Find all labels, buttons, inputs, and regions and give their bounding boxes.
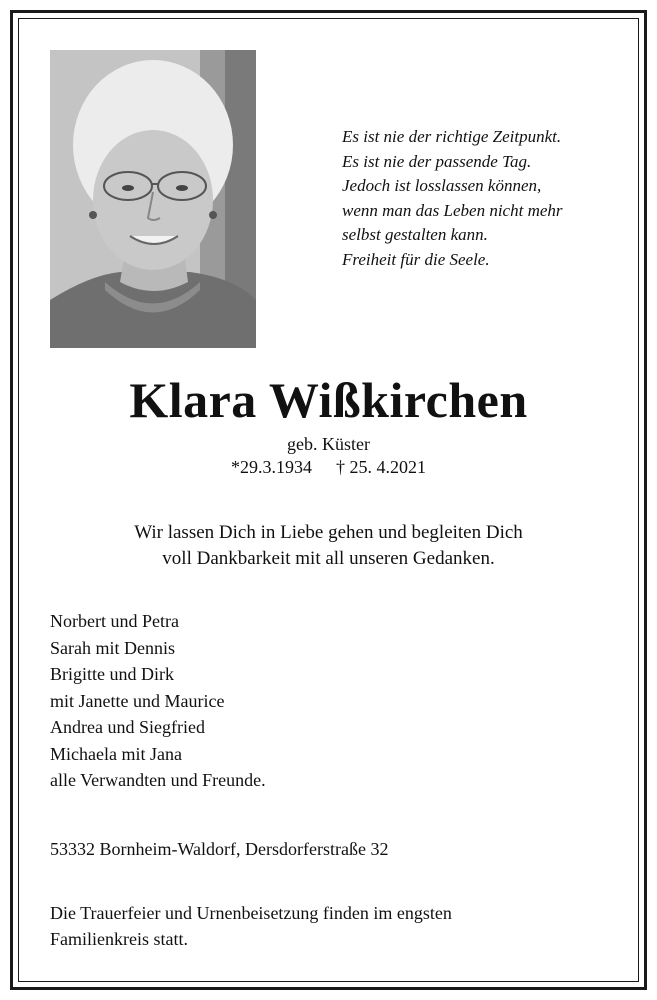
poem-line: Es ist nie der richtige Zeitpunkt. <box>342 127 562 146</box>
mourner-line: Brigitte und Dirk <box>50 664 174 684</box>
mourners-list <box>50 608 266 794</box>
address: 53332 Bornheim-Waldorf, Dersdorferstraße 32 <box>50 839 389 859</box>
motto-line: Wir lassen Dich in Liebe gehen und begleiten Dich <box>134 522 523 543</box>
poem-line: selbst gestalten kann. <box>342 225 488 244</box>
mourner-line: Sarah mit Dennis <box>50 637 175 658</box>
poem-line: wenn man das Leben nicht mehr <box>342 200 563 220</box>
poem-line: Jedoch ist losslassen können, <box>342 176 542 195</box>
birth-date: *29.3.1934 <box>231 457 312 477</box>
death-date: † 25. 4.2021 <box>336 457 426 477</box>
notice-line: Die Trauerfeier und Urnenbeisetzung finden im engsten <box>50 903 452 923</box>
poem <box>342 125 622 272</box>
birth-name: geb. Küster <box>287 434 370 454</box>
mourner-line: Norbert und Petra <box>50 611 179 631</box>
poem-line: Freiheit für die Seele. <box>342 249 490 269</box>
life-dates <box>0 455 657 479</box>
mourner-line: mit Janette und Maurice <box>50 690 225 711</box>
poem-line: Es ist nie der passende Tag. <box>342 151 532 171</box>
notice-line: Familienkreis statt. <box>50 929 188 949</box>
deceased-name: Klara Wißkirchen <box>129 372 528 428</box>
mourner-line: Michaela mit Jana <box>50 743 182 764</box>
mourner-line: alle Verwandten und Freunde. <box>50 770 266 790</box>
mourner-line: Andrea und Siegfried <box>50 717 205 737</box>
funeral-notice <box>50 900 610 952</box>
motto-line: voll Dankbarkeit mit all unseren Gedanken. <box>162 548 495 569</box>
portrait-photo <box>50 50 256 348</box>
motto <box>0 520 657 572</box>
